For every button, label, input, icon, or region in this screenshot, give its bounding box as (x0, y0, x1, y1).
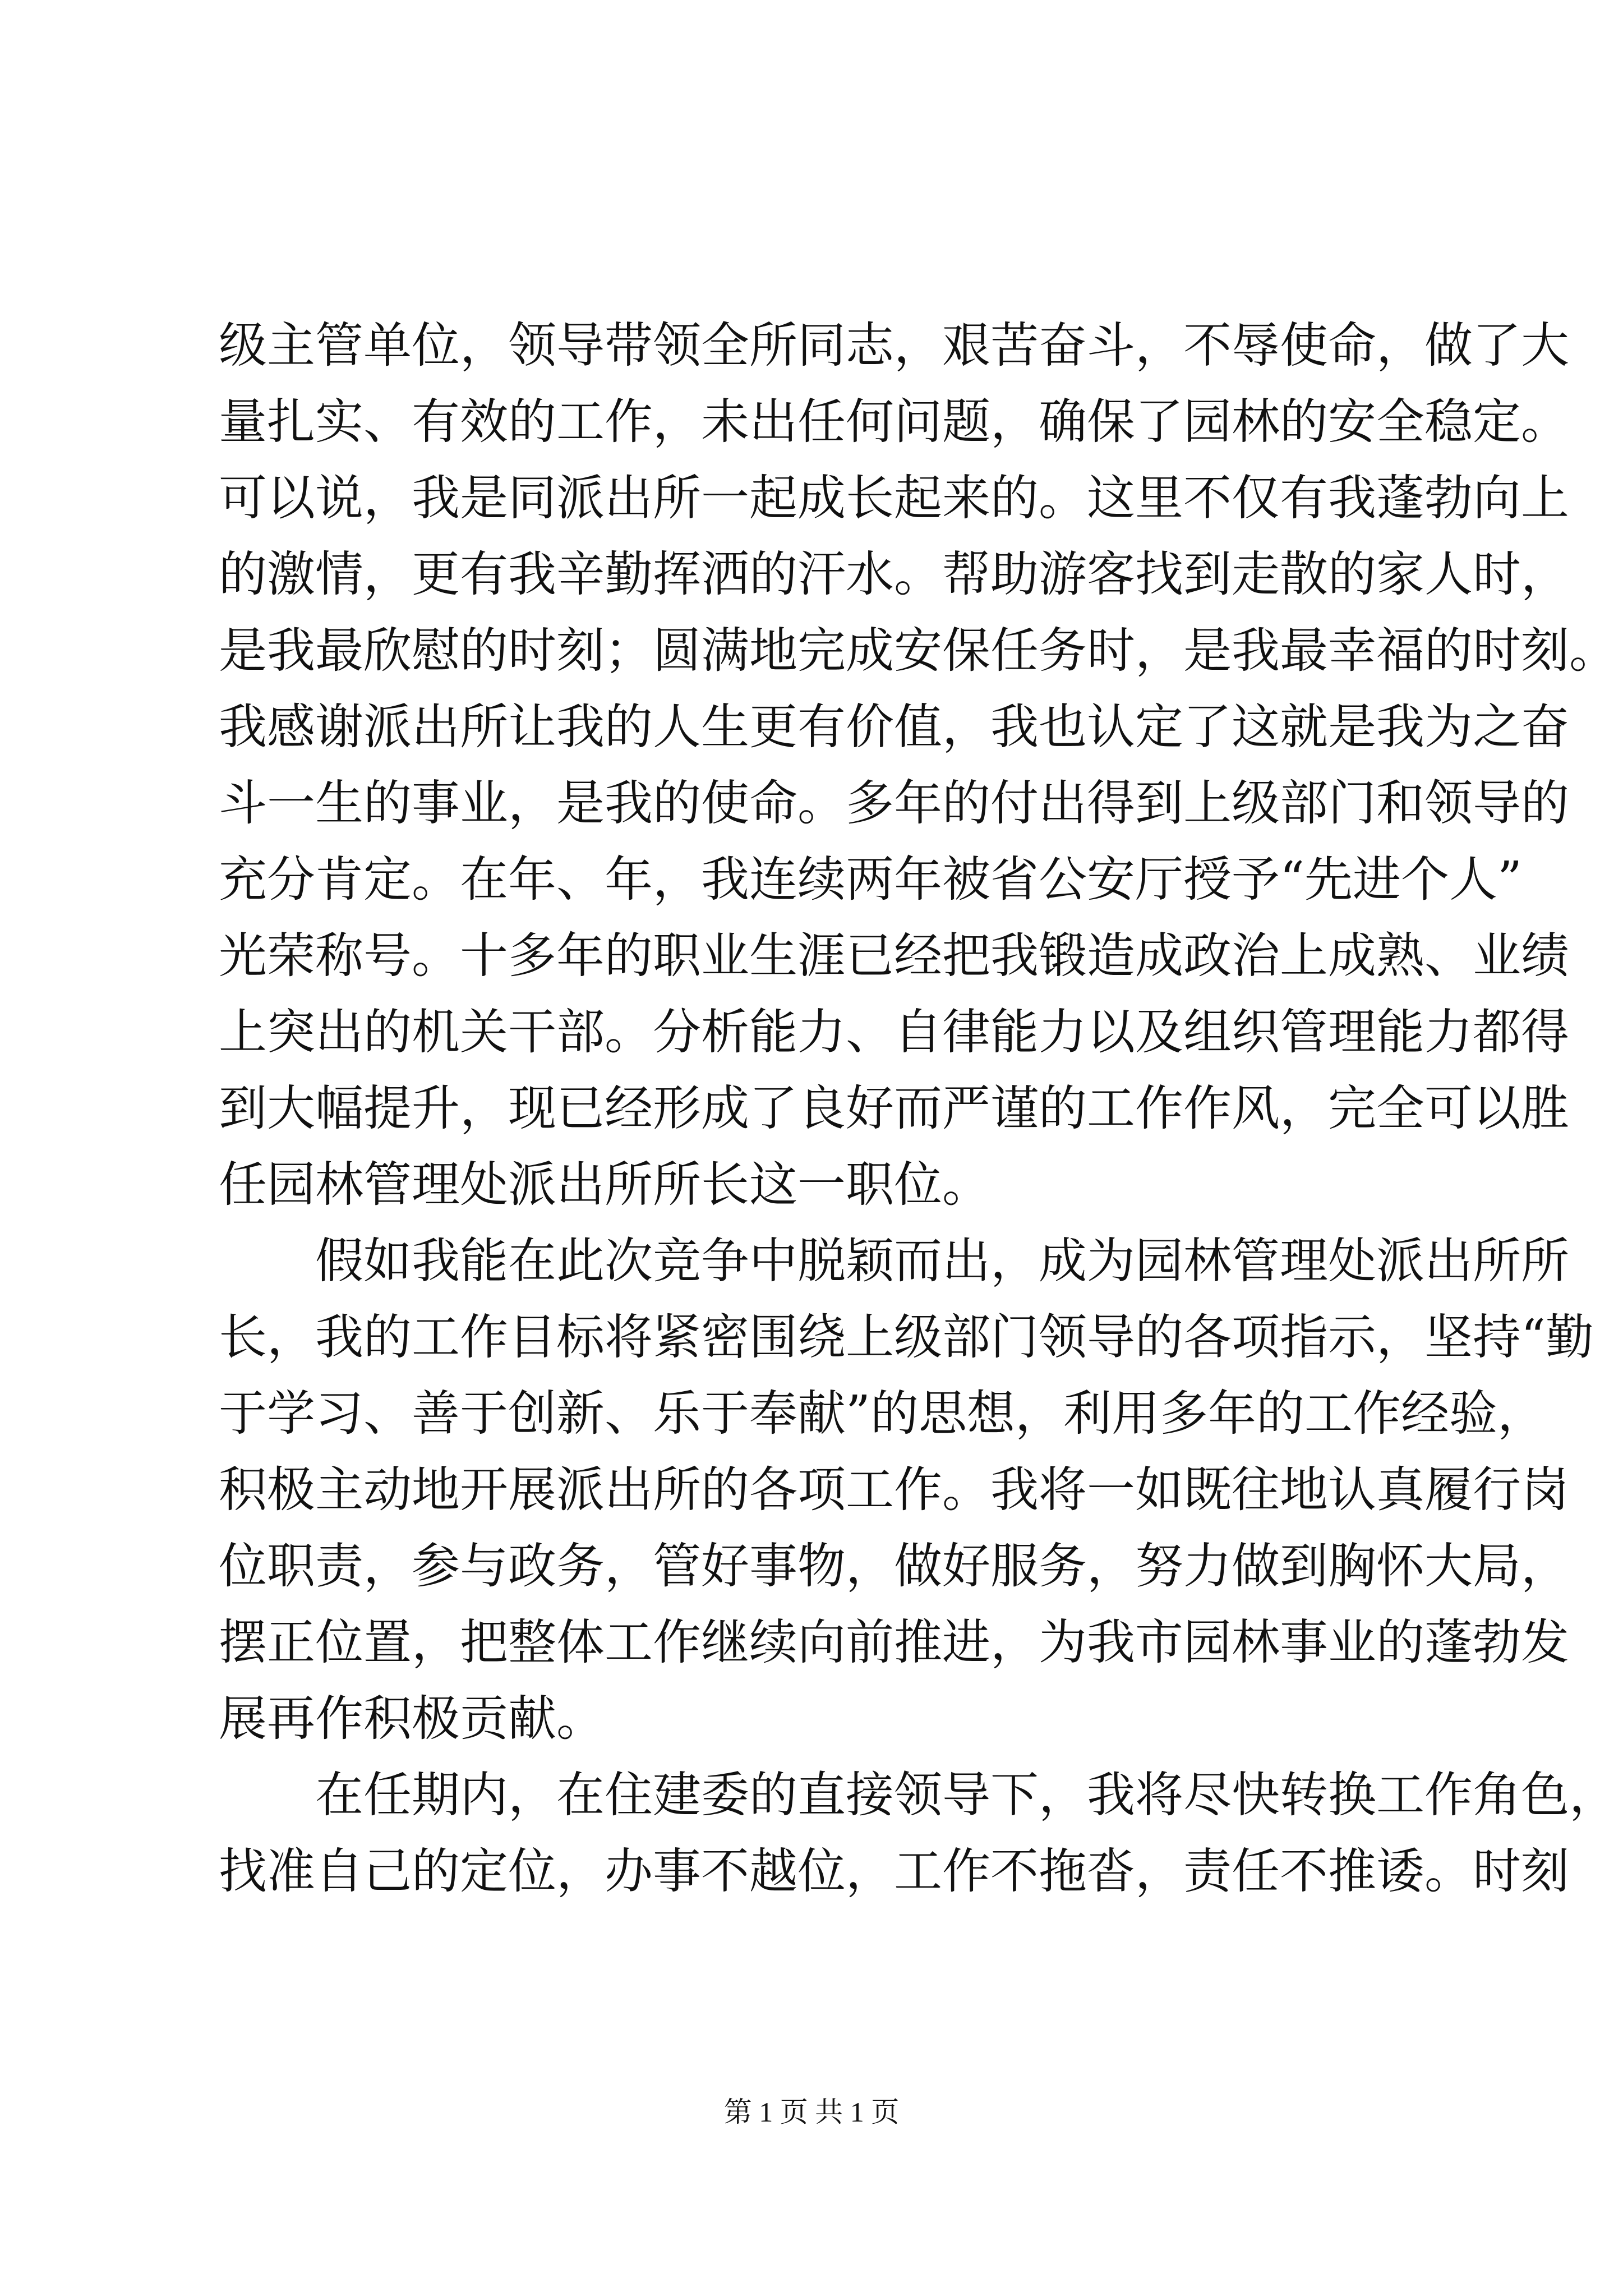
paragraph-2 (219, 1223, 1594, 1757)
text-line: 上突出的机关干部。分析能力、自律能力以及组织管理能力都得 (219, 1004, 1569, 1060)
text-line: 我感谢派出所让我的人生更有价值，我也认定了这就是我为之奋 (219, 699, 1569, 755)
text-line: 可以说，我是同派出所一起成长起来的。这里不仅有我蓬勃向上 (219, 470, 1569, 526)
text-line: 是我最欣慰的时刻；圆满地完成安保任务时，是我最幸福的时刻。 (219, 623, 1617, 679)
text-line: 到大幅提升，现已经形成了良好而严谨的工作作风，完全可以胜 (219, 1080, 1569, 1137)
text-line: 在任期内，在住建委的直接领导下，我将尽快转换工作角色， (315, 1767, 1617, 1823)
text-line: 光荣称号。十多年的职业生涯已经把我锻造成政治上成熟、业绩 (219, 928, 1569, 984)
text-line: 找准自己的定位，办事不越位，工作不拖沓，责任不推诿。时刻 (219, 1843, 1569, 1899)
page-number-label: 第 1 页 共 1 页 (723, 2096, 900, 2128)
paragraph-3 (219, 1757, 1617, 1910)
body-text (219, 307, 1617, 1910)
page-footer (0, 2090, 1623, 2130)
text-line: 长，我的工作目标将紧密围绕上级部门领导的各项指示，坚持“勤 (219, 1309, 1594, 1365)
text-line: 于学习、善于创新、乐于奉献”的思想，利用多年的工作经验， (219, 1386, 1546, 1442)
text-line: 任园林管理处派出所所长这一职位。 (219, 1157, 990, 1213)
text-line: 摆正位置，把整体工作继续向前推进，为我市园林事业的蓬勃发 (219, 1614, 1569, 1671)
text-line: 积极主动地开展派出所的各项工作。我将一如既往地认真履行岗 (219, 1462, 1569, 1518)
text-line: 量扎实、有效的工作，未出任何问题，确保了园林的安全稳定。 (219, 394, 1569, 450)
text-line: 斗一生的事业，是我的使命。多年的付出得到上级部门和领导的 (219, 775, 1569, 831)
text-line: 假如我能在此次竞争中脱颖而出，成为园林管理处派出所所 (315, 1233, 1569, 1289)
text-line: 位职责，参与政务，管好事物，做好服务，努力做到胸怀大局， (219, 1538, 1569, 1594)
text-line: 展再作积极贡献。 (219, 1691, 605, 1747)
text-line: 级主管单位，领导带领全所同志，艰苦奋斗，不辱使命，做了大 (219, 318, 1569, 374)
text-line: 充分肯定。在年、年，我连续两年被省公安厅授予“先进个人” (219, 852, 1522, 908)
paragraph-1 (219, 307, 1617, 1223)
text-line: 的激情，更有我辛勤挥洒的汗水。帮助游客找到走散的家人时， (219, 546, 1569, 602)
